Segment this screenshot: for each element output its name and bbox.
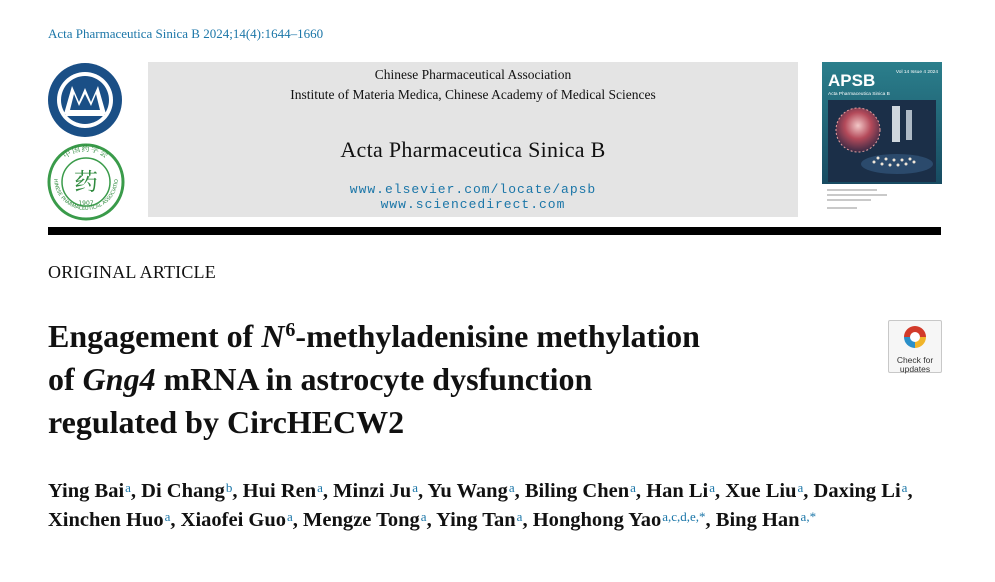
author-name[interactable]: Biling Chen: [524, 480, 630, 502]
journal-name: Acta Pharmaceutica Sinica B: [340, 137, 606, 162]
author-affiliation-marker[interactable]: a,c,d,e,*: [662, 509, 706, 524]
association-logo-icon: [46, 62, 128, 222]
association-name: Chinese Pharmaceutical Association: [374, 67, 572, 82]
author-name[interactable]: Honghong Yao: [532, 509, 662, 531]
author-name[interactable]: Yu Wang: [427, 480, 508, 502]
banner-organizations: [148, 65, 798, 105]
author[interactable]: Xiaofei Guo$^a$,: [180, 509, 298, 531]
author-affiliation-marker[interactable]: a: [901, 480, 908, 495]
header-divider: [48, 227, 941, 235]
author-name[interactable]: Ying Bai: [48, 480, 125, 502]
author[interactable]: Xue Liu$^a$,: [725, 480, 809, 502]
author-affiliation-marker[interactable]: a,*: [800, 509, 817, 524]
author[interactable]: Biling Chen$^a$,: [524, 480, 642, 502]
author[interactable]: [716, 509, 816, 531]
author-affiliation-marker[interactable]: a: [508, 480, 515, 495]
association-logo-glyph: 药: [74, 168, 98, 196]
article-title: [48, 315, 868, 444]
author-name[interactable]: Daxing Li: [813, 480, 901, 502]
title-line-3: regulated by CircHECW2: [48, 404, 405, 440]
author[interactable]: Di Chang$^b$,: [141, 480, 238, 502]
author[interactable]: Daxing Li$^a$,: [813, 480, 913, 502]
svg-text:中国药学会: 中国药学会: [61, 144, 111, 161]
author-affiliation-marker[interactable]: a: [287, 509, 293, 524]
sciencedirect-link[interactable]: www.sciencedirect.com: [380, 197, 566, 212]
author-name[interactable]: Hui Ren: [242, 480, 317, 502]
svg-text:CHINESE PHARMACEUTICAL ASSOCIA: HINESE PHARMACEUTICAL ASSOCIATIO: [51, 178, 121, 213]
title-line-2: of Gng4 mRNA in astrocyte dysfunction: [48, 361, 593, 397]
author-affiliation-marker[interactable]: a: [516, 509, 523, 524]
author[interactable]: Minzi Ju$^a$,: [333, 480, 424, 502]
journal-cover-image[interactable]: [822, 62, 942, 217]
author-affiliation-marker[interactable]: a: [420, 509, 427, 524]
author[interactable]: Ying Bai$^a$,: [48, 480, 137, 502]
author-name[interactable]: Mengze Tong: [303, 509, 420, 531]
author-affiliation-marker[interactable]: a: [125, 480, 131, 495]
article-type: ORIGINAL ARTICLE: [48, 262, 216, 282]
cover-subtitle: Acta Pharmaceutica Sinica B: [828, 92, 890, 97]
author[interactable]: Han Li$^a$,: [646, 480, 721, 502]
author[interactable]: Hui Ren$^a$,: [242, 480, 329, 502]
author[interactable]: Xinchen Huo$^a$,: [48, 509, 176, 531]
author[interactable]: Mengze Tong$^a$,: [303, 509, 432, 531]
author-name[interactable]: Xue Liu: [725, 480, 797, 502]
author-name[interactable]: Bing Han: [715, 509, 800, 531]
institute-name: Institute of Materia Medica, Chinese Academy of Medical Sciences: [290, 87, 656, 102]
author-name[interactable]: Ying Tan: [436, 509, 516, 531]
author-name[interactable]: Xinchen Huo: [48, 509, 164, 531]
author-affiliation-marker[interactable]: a: [797, 480, 804, 495]
author-affiliation-marker[interactable]: b: [225, 480, 233, 495]
author-name[interactable]: Minzi Ju: [333, 480, 412, 502]
author-name[interactable]: Han Li: [646, 480, 709, 502]
check-for-updates-button[interactable]: [888, 320, 942, 373]
banner-links: [148, 182, 798, 212]
author-affiliation-marker[interactable]: a: [164, 509, 171, 524]
author[interactable]: Honghong Yao$^{a,c,d,e,*}$,: [532, 509, 711, 531]
author-name[interactable]: Di Chang: [141, 480, 225, 502]
author[interactable]: Ying Tan$^a$,: [436, 509, 528, 531]
check-for-updates-label: Check for updates: [896, 355, 934, 374]
cover-acronym: APSB: [828, 71, 876, 90]
crossmark-icon: [902, 324, 928, 350]
author-affiliation-marker[interactable]: a: [709, 480, 716, 495]
author-affiliation-marker[interactable]: a: [630, 480, 636, 495]
journal-banner: [148, 62, 798, 217]
svg-text:1907: 1907: [78, 200, 94, 207]
journal-citation[interactable]: Acta Pharmaceutica Sinica B 2024;14(4):1644–1660: [48, 26, 324, 41]
author-list: [48, 477, 948, 535]
elsevier-link[interactable]: www.elsevier.com/locate/apsb: [349, 182, 597, 197]
author-affiliation-marker[interactable]: a: [412, 480, 418, 495]
publisher-logos: [46, 62, 128, 222]
author[interactable]: Yu Wang$^a$,: [427, 480, 520, 502]
author-name[interactable]: Xiaofei Guo: [180, 509, 286, 531]
cover-issue: Vol 14 Issue 4 2024: [895, 70, 938, 75]
title-line-1: Engagement of $N^6$-methyladenisine methylation: [48, 318, 700, 354]
author-affiliation-marker[interactable]: a: [317, 480, 323, 495]
